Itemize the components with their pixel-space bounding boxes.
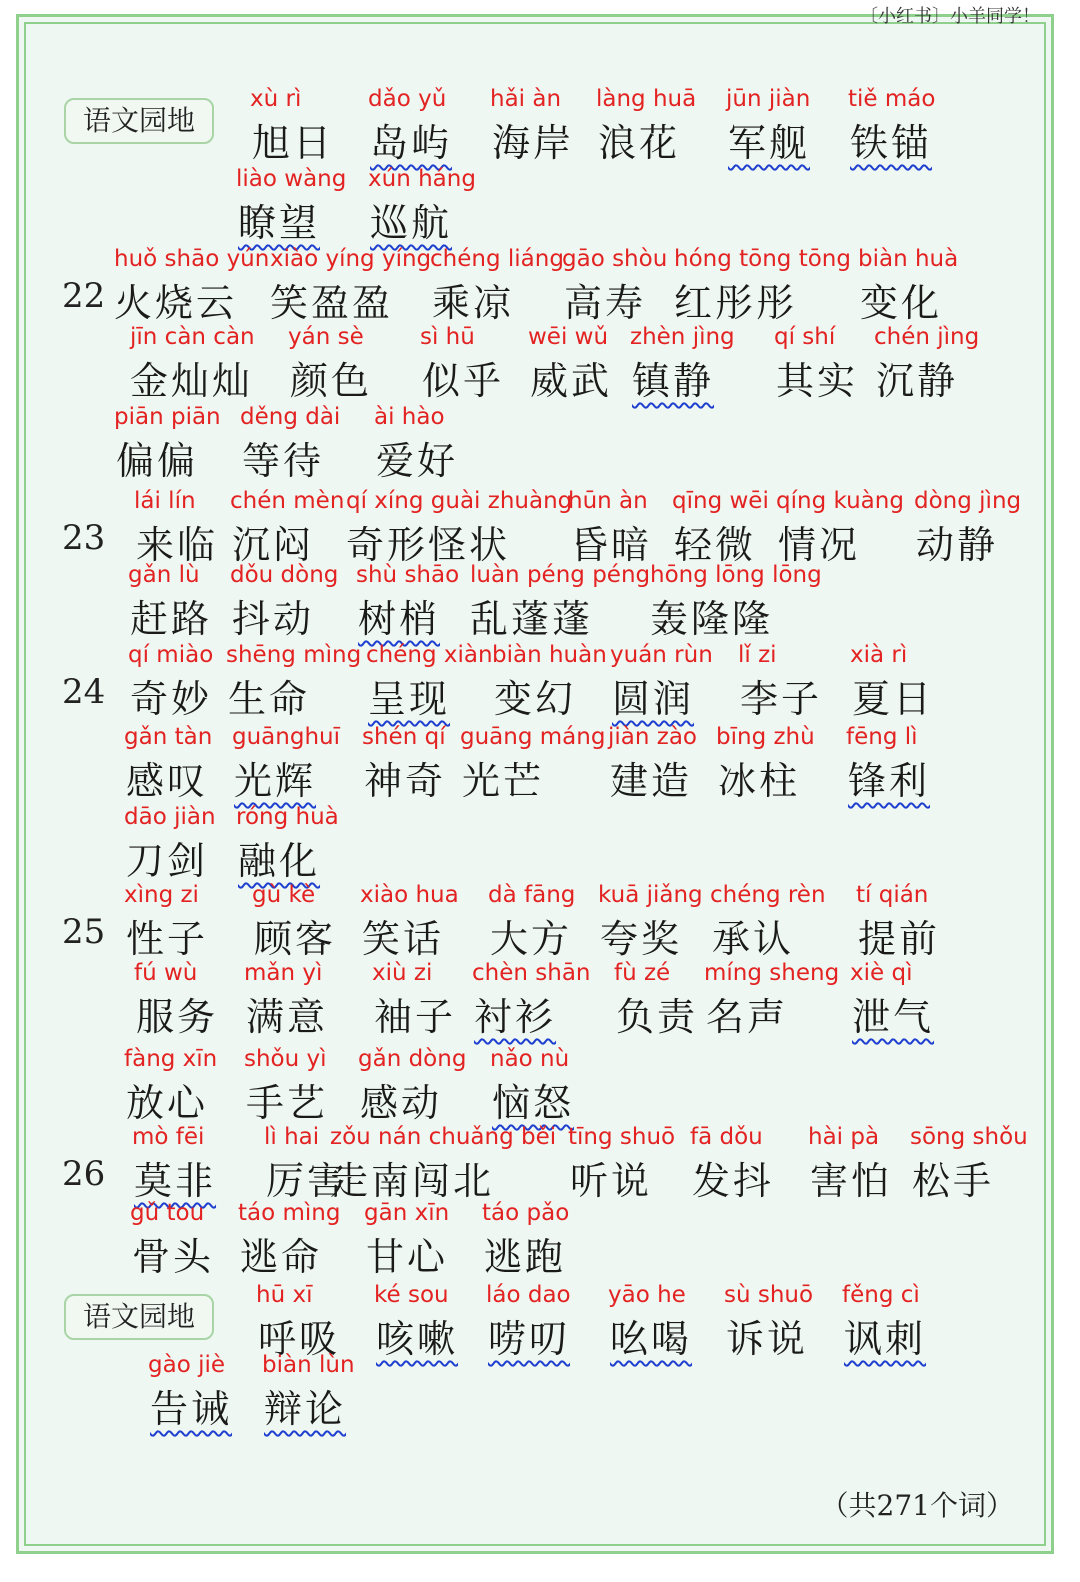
hanzi: 逃命 — [240, 1235, 323, 1279]
pinyin: bīng zhù — [716, 724, 815, 750]
hanzi: 甘心 — [366, 1235, 449, 1279]
hanzi: 顾客 — [254, 917, 337, 961]
hanzi: 浪花 — [598, 121, 681, 165]
hanzi: 颜色 — [290, 359, 373, 403]
hanzi: 光辉 — [234, 759, 317, 803]
hanzi: 镇静 — [632, 359, 715, 403]
pinyin: kuā jiǎng — [598, 882, 703, 908]
pinyin: biàn huà — [858, 246, 959, 272]
hanzi: 性子 — [126, 917, 209, 961]
hanzi: 光芒 — [462, 759, 545, 803]
section-badge: 语文园地 — [64, 1294, 214, 1340]
hanzi: 轰隆隆 — [650, 597, 774, 641]
pinyin: lǐ zi — [738, 642, 777, 668]
pinyin: gāo shòu — [562, 246, 668, 272]
hanzi: 骨头 — [132, 1235, 215, 1279]
hanzi: 偏偏 — [116, 439, 199, 483]
pinyin: sù shuō — [724, 1282, 814, 1308]
hanzi: 袖子 — [374, 995, 457, 1039]
pinyin: biàn lùn — [262, 1352, 355, 1378]
pinyin: dǒu dòng — [230, 562, 339, 588]
hanzi: 树梢 — [358, 597, 441, 641]
hanzi: 沉静 — [876, 359, 959, 403]
pinyin: mò fēi — [132, 1124, 205, 1150]
pinyin: ké sou — [374, 1282, 449, 1308]
pinyin: mǎn yì — [244, 960, 323, 986]
pinyin: shēng mìng — [226, 642, 362, 668]
hanzi: 提前 — [858, 917, 941, 961]
pinyin: zhèn jìng — [630, 324, 735, 350]
hanzi: 红彤彤 — [674, 281, 798, 325]
pinyin: xiào hua — [360, 882, 459, 908]
pinyin: lì hai — [264, 1124, 320, 1150]
pinyin: ài hào — [374, 404, 445, 430]
hanzi: 刀剑 — [126, 839, 209, 883]
pinyin: láo dao — [486, 1282, 571, 1308]
hanzi: 吆喝 — [610, 1317, 693, 1361]
pinyin: qí xíng guài zhuàng — [346, 488, 573, 514]
hanzi: 承认 — [712, 917, 795, 961]
hanzi: 海岸 — [492, 121, 575, 165]
pinyin: chéng rèn — [710, 882, 826, 908]
hanzi: 呈现 — [368, 677, 451, 721]
hanzi: 呼吸 — [258, 1317, 341, 1361]
pinyin: fěng cì — [842, 1282, 920, 1308]
hanzi: 冰柱 — [718, 759, 801, 803]
hanzi: 动静 — [916, 523, 999, 567]
lesson-number: 25 — [62, 912, 106, 952]
pinyin: chén jìng — [874, 324, 980, 350]
pinyin: piān piān — [114, 404, 221, 430]
hanzi: 生命 — [228, 677, 311, 721]
hanzi: 神奇 — [364, 759, 447, 803]
pinyin: dà fāng — [488, 882, 576, 908]
hanzi: 乘凉 — [432, 281, 515, 325]
hanzi: 变幻 — [494, 677, 577, 721]
pinyin: róng huà — [236, 804, 339, 830]
pinyin: táo mìng — [238, 1200, 341, 1226]
hanzi: 厉害 — [266, 1159, 349, 1203]
pinyin: hài pà — [808, 1124, 880, 1150]
pinyin: fú wù — [134, 960, 198, 986]
pinyin: tiě máo — [848, 86, 936, 112]
pinyin: fàng xīn — [124, 1046, 218, 1072]
hanzi: 军舰 — [728, 121, 811, 165]
hanzi: 赶路 — [130, 597, 213, 641]
hanzi: 唠叨 — [488, 1317, 571, 1361]
hanzi: 乱蓬蓬 — [470, 597, 594, 641]
hanzi: 奇形怪状 — [346, 523, 511, 567]
hanzi: 负责 — [616, 995, 699, 1039]
hanzi: 圆润 — [612, 677, 695, 721]
pinyin: guānghuī — [232, 724, 340, 750]
hanzi: 讽刺 — [844, 1317, 927, 1361]
pinyin: luàn péng péng — [470, 562, 651, 588]
pinyin: gǎn lù — [128, 562, 200, 588]
hanzi: 大方 — [490, 917, 573, 961]
pinyin: yuán rùn — [610, 642, 713, 668]
hanzi: 铁锚 — [850, 121, 933, 165]
hanzi: 诉说 — [726, 1317, 809, 1361]
hanzi: 等待 — [242, 439, 325, 483]
pinyin: tīng shuō — [568, 1124, 676, 1150]
pinyin: chéng liáng — [430, 246, 564, 272]
hanzi: 锋利 — [848, 759, 931, 803]
pinyin: zǒu nán chuǎng běi — [330, 1124, 557, 1150]
hanzi: 金灿灿 — [130, 359, 254, 403]
lesson-number: 26 — [62, 1154, 106, 1194]
pinyin: chén mèn — [230, 488, 345, 514]
hanzi: 服务 — [136, 995, 219, 1039]
pinyin: míng sheng — [704, 960, 840, 986]
hanzi: 变化 — [860, 281, 943, 325]
lesson-number: 23 — [62, 518, 106, 558]
hanzi: 笑话 — [362, 917, 445, 961]
hanzi: 情况 — [778, 523, 861, 567]
pinyin: shǒu yì — [244, 1046, 327, 1072]
hanzi: 巡航 — [370, 201, 453, 245]
hanzi: 感动 — [360, 1081, 443, 1125]
hanzi: 发抖 — [692, 1159, 775, 1203]
hanzi: 满意 — [246, 995, 329, 1039]
hanzi: 融化 — [238, 839, 321, 883]
pinyin: tí qián — [856, 882, 929, 908]
hanzi: 感叹 — [126, 759, 209, 803]
hanzi: 昏暗 — [570, 523, 653, 567]
pinyin: fēng lì — [846, 724, 918, 750]
pinyin: biàn huàn — [492, 642, 607, 668]
hanzi: 岛屿 — [370, 121, 453, 165]
hanzi: 来临 — [136, 523, 219, 567]
pinyin: nǎo nù — [490, 1046, 570, 1072]
hanzi: 其实 — [776, 359, 859, 403]
hanzi: 似乎 — [422, 359, 505, 403]
hanzi: 笑盈盈 — [270, 281, 394, 325]
pinyin: jīn càn càn — [130, 324, 255, 350]
hanzi: 告诫 — [150, 1387, 233, 1431]
pinyin: dǎo yǔ — [368, 86, 447, 112]
pinyin: gǎn tàn — [124, 724, 213, 750]
pinyin: gào jiè — [148, 1352, 226, 1378]
pinyin: dāo jiàn — [124, 804, 216, 830]
total-word-count: （共271个词） — [820, 1489, 1014, 1522]
pinyin: hǎi àn — [490, 86, 562, 112]
pinyin: yāo he — [608, 1282, 686, 1308]
hanzi: 抖动 — [232, 597, 315, 641]
pinyin: fù zé — [614, 960, 671, 986]
pinyin: sōng shǒu — [910, 1124, 1028, 1150]
pinyin: táo pǎo — [482, 1200, 570, 1226]
hanzi: 夸奖 — [600, 917, 683, 961]
pinyin: làng huā — [596, 86, 697, 112]
pinyin: qí shí — [774, 324, 836, 350]
pinyin: chéng xiàn — [366, 642, 493, 668]
hanzi: 建造 — [610, 759, 693, 803]
pinyin: xià rì — [850, 642, 908, 668]
hanzi: 听说 — [570, 1159, 653, 1203]
pinyin: guāng máng — [460, 724, 606, 750]
hanzi: 名声 — [706, 995, 789, 1039]
pinyin: jiàn zào — [608, 724, 698, 750]
pinyin: hū xī — [256, 1282, 313, 1308]
hanzi: 高寿 — [564, 281, 647, 325]
pinyin: huǒ shāo yún — [114, 246, 270, 272]
hanzi: 辩论 — [264, 1387, 347, 1431]
pinyin: qí miào — [128, 642, 214, 668]
hanzi: 沉闷 — [232, 523, 315, 567]
pinyin: shù shāo — [356, 562, 460, 588]
pinyin: chèn shān — [472, 960, 591, 986]
hanzi: 逃跑 — [484, 1235, 567, 1279]
hanzi: 轻微 — [674, 523, 757, 567]
pinyin: wēi wǔ — [528, 324, 609, 350]
pinyin: jūn jiàn — [726, 86, 811, 112]
pinyin: xiào yíng yíng — [270, 246, 432, 272]
pinyin: hōng lōng lōng — [650, 562, 822, 588]
pinyin: fā dǒu — [690, 1124, 763, 1150]
hanzi: 泄气 — [852, 995, 935, 1039]
hanzi: 手艺 — [246, 1081, 329, 1125]
hanzi: 夏日 — [852, 677, 935, 721]
pinyin: gǔ tou — [130, 1200, 205, 1226]
pinyin: xìng zi — [124, 882, 199, 908]
pinyin: lái lín — [134, 488, 196, 514]
pinyin: xún háng — [368, 166, 476, 192]
pinyin: xiè qì — [850, 960, 913, 986]
hanzi: 咳嗽 — [376, 1317, 459, 1361]
hanzi: 衬衫 — [474, 995, 557, 1039]
lesson-number: 22 — [62, 276, 106, 316]
hanzi: 旭日 — [252, 121, 335, 165]
pinyin: shén qí — [362, 724, 446, 750]
pinyin: sì hū — [420, 324, 475, 350]
section-badge: 语文园地 — [64, 98, 214, 144]
pinyin: yán sè — [288, 324, 364, 350]
pinyin: dòng jìng — [914, 488, 1022, 514]
hanzi: 害怕 — [810, 1159, 893, 1203]
hanzi: 恼怒 — [492, 1081, 575, 1125]
hanzi: 走南闯北 — [330, 1159, 495, 1203]
watermark: 〔小红书〕小羊同学！ — [860, 6, 1040, 27]
pinyin: qíng kuàng — [776, 488, 904, 514]
lesson-number: 24 — [62, 672, 106, 712]
hanzi: 威武 — [530, 359, 613, 403]
pinyin: děng dài — [240, 404, 341, 430]
hanzi: 火烧云 — [114, 281, 238, 325]
hanzi: 莫非 — [134, 1159, 217, 1203]
pinyin: gù kè — [252, 882, 316, 908]
pinyin: hóng tōng tōng — [674, 246, 851, 272]
pinyin: gǎn dòng — [358, 1046, 467, 1072]
pinyin: gān xīn — [364, 1200, 450, 1226]
hanzi: 瞭望 — [238, 201, 321, 245]
pinyin: liào wàng — [236, 166, 347, 192]
hanzi: 李子 — [740, 677, 823, 721]
pinyin: qīng wēi — [672, 488, 769, 514]
hanzi: 松手 — [912, 1159, 995, 1203]
pinyin: hūn àn — [568, 488, 648, 514]
hanzi: 奇妙 — [130, 677, 213, 721]
hanzi: 爱好 — [376, 439, 459, 483]
pinyin: xiù zi — [372, 960, 433, 986]
pinyin: xù rì — [250, 86, 302, 112]
hanzi: 放心 — [126, 1081, 209, 1125]
